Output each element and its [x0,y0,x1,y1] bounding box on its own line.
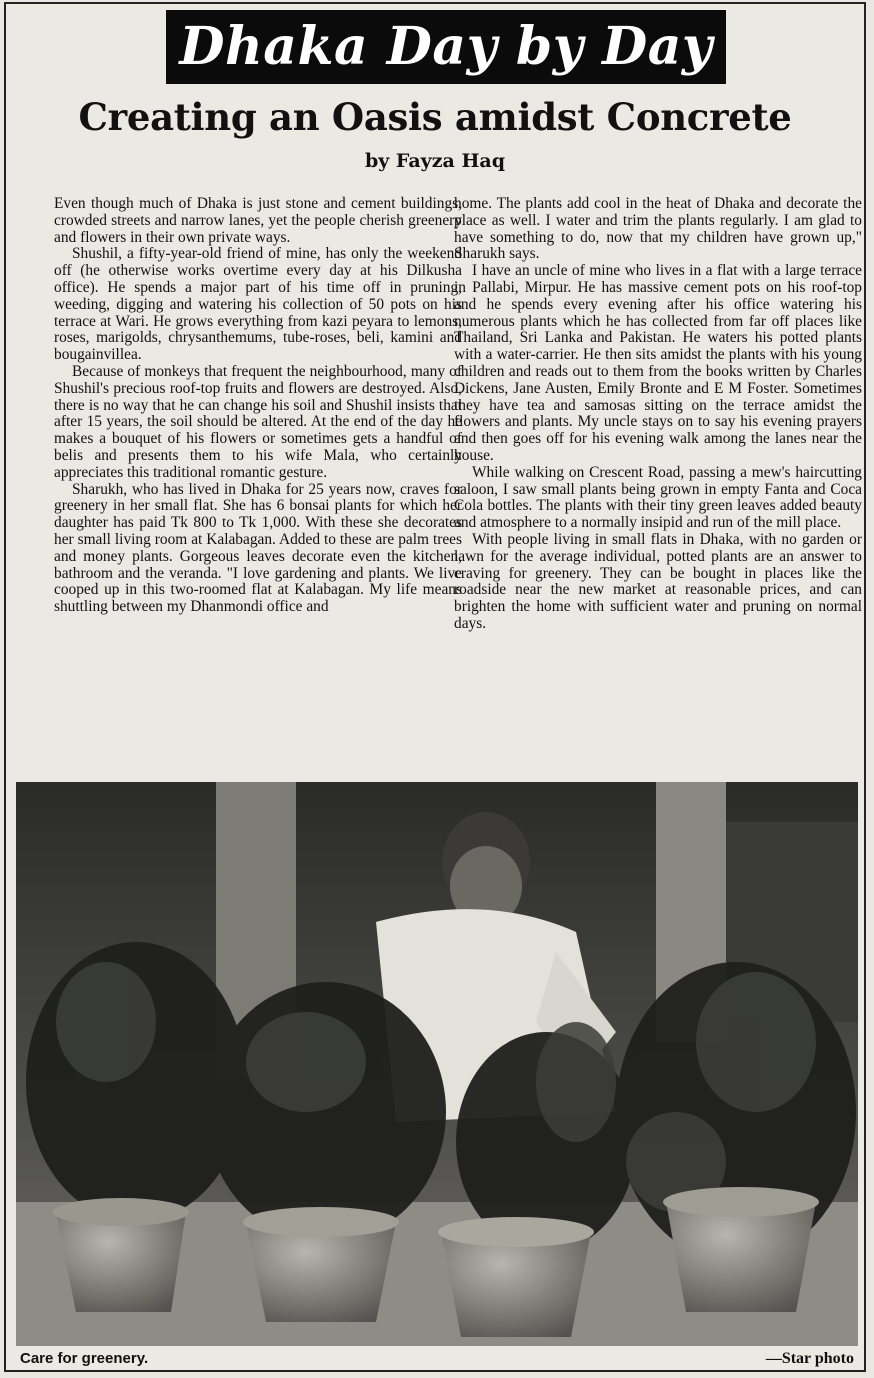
paragraph: Because of monkeys that frequent the neighbourhood, many of Shushil's precious roof-top fruits and flowers are destroyed. Also, there is no way that he can change his soil and Shushil insists that after 15 years, the soil should be altered. At the end of the day he makes a bouquet of his flowers or sometimes gets a handful of belis and presents them to his wife Mala, who certainly appreciates this traditional romantic gesture. [54,362,462,481]
news-photo [16,782,858,1346]
photo-credit: —Star photo [765,1350,854,1367]
paragraph: Shushil, a fifty-year-old friend of mine, has only the weekend off (he otherwise works overtime every day at his Dilkusha office). He spends a major part of his time off in pruning, weeding, digging and watering his collection of 50 pots on his terrace at Wari. He grows everything from kazi peyara to lemons, roses, marigolds, chrysanthemums, tube-roses, beli, kamini and bougainvillea. [54,245,462,364]
paragraph: I have an uncle of mine who lives in a flat with a large terrace in Pallabi, Mirpur. He has massive cement pots on his roof-top and he spends every evening after his office watering his numerous plants which he has collected from far off places like Thailand, Sri Lanka and Pakistan. He waters his potted plants with a water-carrier. He then sits amidst the plants with his young children and reads out to them from the books written by Charles Dickens, Jane Austen, Emily Bronte and E M Foster. Sometimes they have tea and samosas sitting on the terrace amidst the flowers and plants. My uncle stays on to say his evening prayers and then goes off for his evening walk among the lanes near the house. [454,262,862,464]
photo-caption: Care for greenery. [20,1350,149,1367]
paragraph: home. The plants add cool in the heat of Dhaka and decorate the place as well. I water and trim the plants regularly. I am glad to have something to do, now that my children have grown up," Sharukh says. [454,195,862,263]
paragraph: Even though much of Dhaka is just stone and cement buildings, crowded streets and narrow lanes, yet the people cherish greenery and flowers in their own private ways. [54,195,462,246]
paragraph: With people living in small flats in Dhaka, with no garden or lawn for the average individual, potted plants are an answer to craving for greenery. They can be bought in places like the roadside near the new market at reasonable prices, and can brighten the home with sufficient water and pruning on normal days. [454,530,862,632]
article-column-left [54,196,462,616]
byline: by Fayza Haq [364,150,505,172]
headline: Creating an Oasis amidst Concrete [78,95,792,139]
paragraph: Sharukh, who has lived in Dhaka for 25 years now, craves for greenery in her small flat. She has 6 bonsai plants for which her daughter has paid Tk 800 to Tk 1,000. With these she decorates her small living room at Kalabagan. Added to these are palm trees and money plants. Gorgeous leaves decorate even the kitchen, bathroom and the veranda. "I love gardening and plants. We live cooped up in this two-roomed flat at Kalabagan. My life means shuttling between my Dhanmondi office and [54,480,462,616]
article-column-right [454,196,862,633]
paragraph: While walking on Crescent Road, passing a mew's haircutting saloon, I saw small plants being grown in empty Fanta and Coca Cola bottles. The plants with their tiny green leaves added beauty and atmosphere to a normally insipid and run of the mill place. [454,463,862,532]
photo-illustration [16,782,858,1346]
newspaper-page [4,2,866,1372]
masthead: Dhaka Day by Day [166,10,726,84]
